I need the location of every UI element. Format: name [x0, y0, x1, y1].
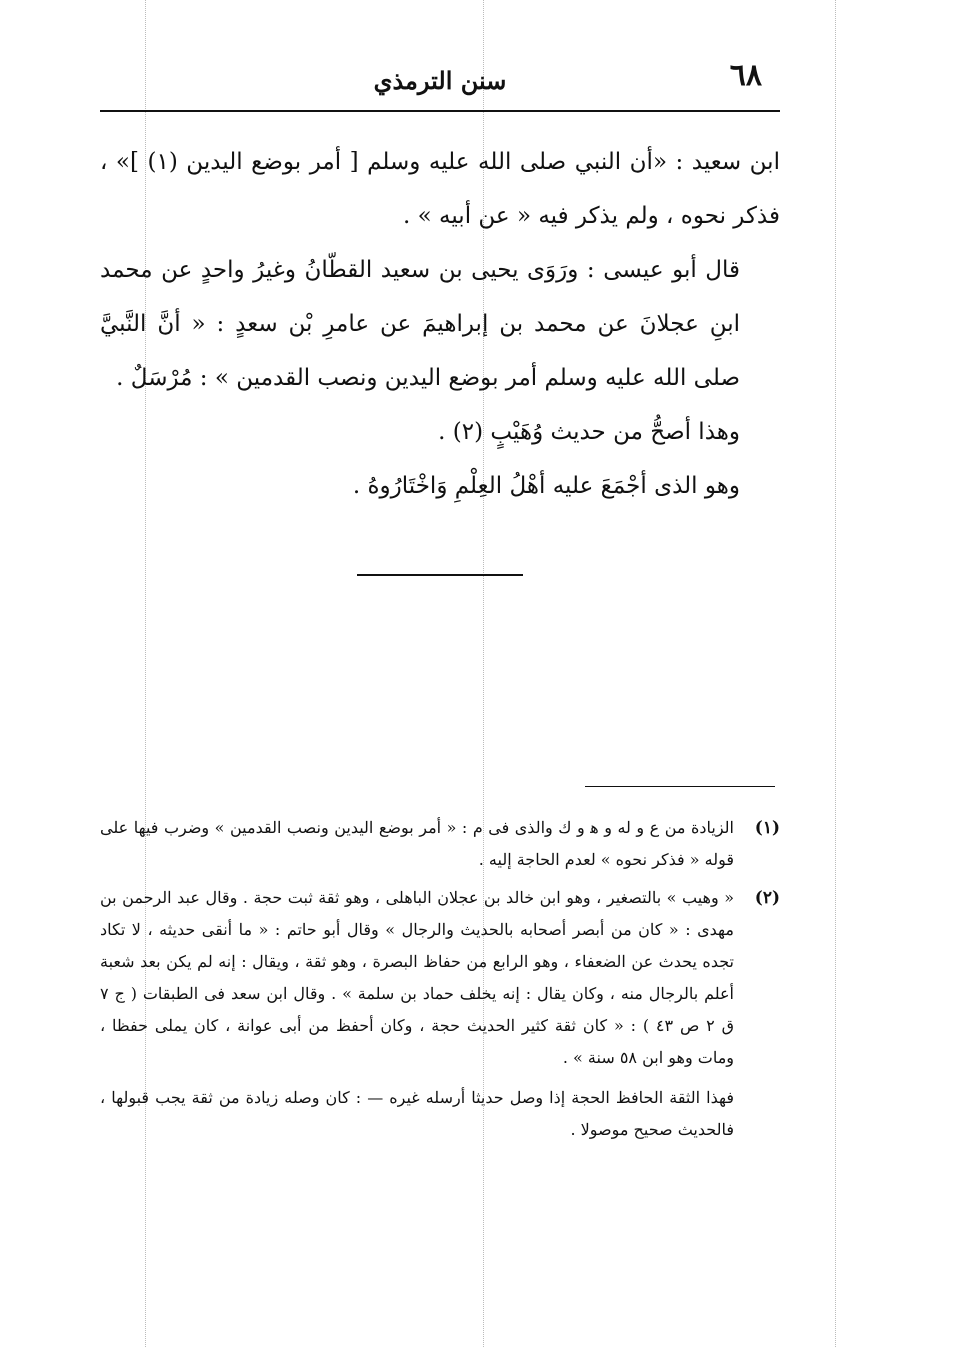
footnote-text: الزيادة من ع و له و ﻫ و ك والذى فى م : « أمر بوضع اليدين ونصب القدمين » وضرب فيها على قوله « فذكر نحوه » لعدم الحاجة إليه . — [100, 818, 734, 869]
footnotes — [100, 812, 780, 1146]
text-paragraph: وهو الذى أجْمَعَ عليه أهْلُ العِلْمِ وَاخْتَارُوهُ . — [352, 473, 740, 499]
footnote-text: « وهيب » بالتصغير ، وهو ابن خالد بن عجلان الباهلى ، وهو ثقة ثبت حجة . وقال عبد الرحمن بن مهدى : « كان من أبصر أصحابه بالحديث والرجال » وقال أبو حاتم : « ما أنقى حديثه ، لا تكاد تجده يحدث عن الضعفاء ، وهو الرابع من حفاظ البصرة ، وهو ثقة ، ويقال : إنه لم يكن بعد شعبة أعلم بالرجال منه ، وكان يقال : إنه يخلف حماد بن سلمة » . وقال ابن سعد فى الطبقات ( ج ٧ ق ٢ ص ٤٣ ) : « كان ثقة كثير الحديث حجة ، وكان أحفظ من أبى عوانة ، كان يملى حفظا ، ومات وهو ابن ٥٨ سنة » . — [100, 888, 735, 1067]
footnote-divider — [585, 786, 775, 787]
main-text — [100, 135, 780, 513]
text-paragraph: ابن سعيد : «أن النبي صلى الله عليه وسلم [ أمر بوضع اليدين (١) ]» ، فذكر نحوه ، ولم يذكر فيه « عن أبيه » . — [100, 149, 780, 229]
footnote — [100, 882, 780, 1074]
footnote-number: (١) — [754, 818, 780, 838]
header-divider — [100, 110, 780, 112]
running-title: سنن الترمذي — [373, 66, 507, 95]
section-end-divider — [357, 574, 523, 576]
footnote-number: (٢) — [754, 888, 780, 908]
scan-artifact-line — [835, 0, 836, 1347]
page-number: ٦٨ — [729, 58, 762, 93]
footnote-note: فهذا الثقة الحافظ الحجة إذا وصل حديثا أرسله غيره — : كان وصله زيادة من ثقة يجب قبولها ، فالحديث صحيح موصولا . — [100, 1088, 734, 1139]
page-header — [100, 52, 780, 110]
text-paragraph: قال أبو عيسى : ورَوَى يحيى بن سعيد القطّانُ وغيرُ واحدٍ عن محمد ابنِ عجلانَ عن محمد بن إبراهيمَ عن عامرِ بْن سعدٍ : « أنَّ النَّبيَّ صلى الله عليه وسلم أمر بوضع اليدين ونصب القدمين » : مُرْسَلٌ . — [100, 257, 741, 391]
footnote — [100, 812, 780, 876]
text-paragraph: وهذا أصحُّ من حديث وُهَيْبٍ (٢) . — [438, 419, 740, 445]
